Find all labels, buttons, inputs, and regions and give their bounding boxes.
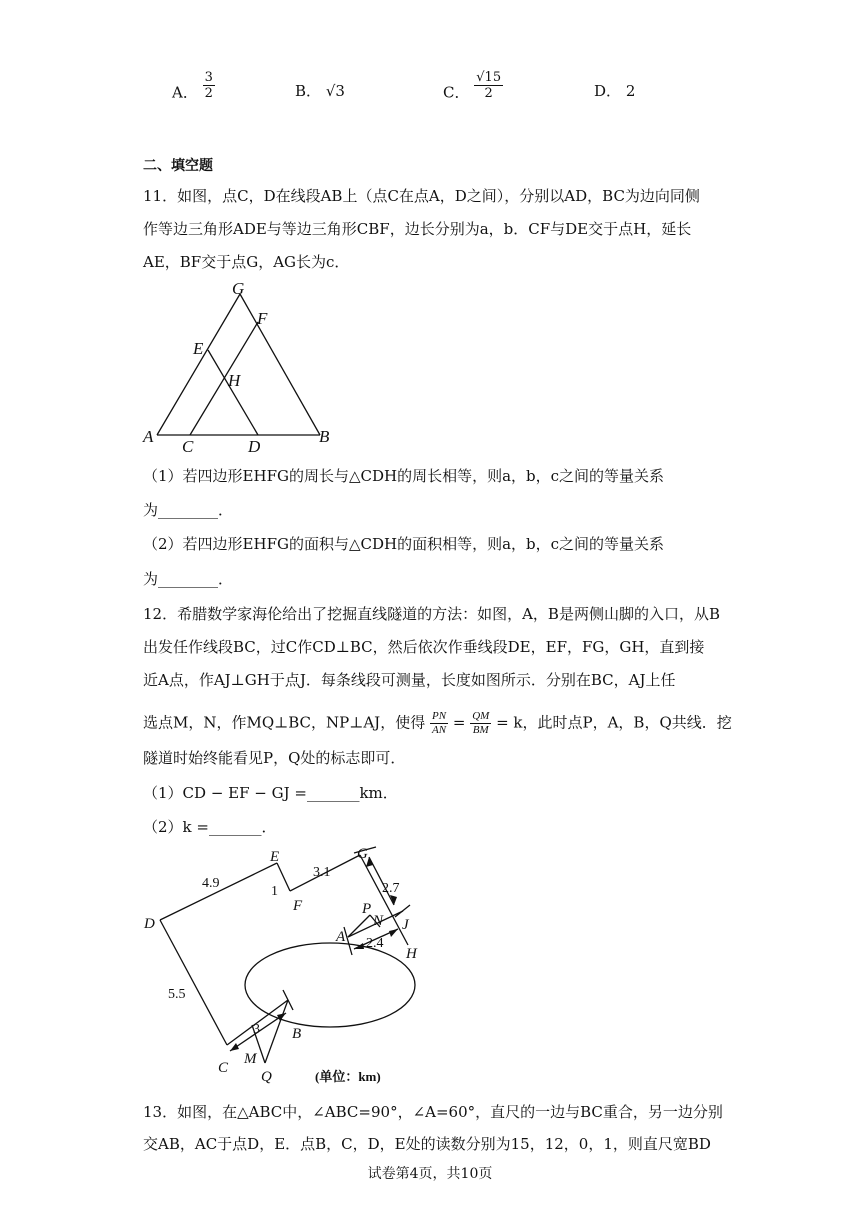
length-GJ: 2.7: [382, 881, 400, 896]
length-BC: 3: [253, 1022, 260, 1037]
fraction-pn: PN: [431, 710, 447, 722]
q11-sub1-line-1: （1）若四边形EHFG的周长与△CDH的周长相等，则a，b，c之间的等量关系: [143, 467, 665, 485]
tick-A: [344, 927, 352, 955]
label-D: D: [248, 437, 261, 455]
tick-J: [395, 905, 410, 917]
option-c-fraction: [474, 70, 503, 101]
option-d: [594, 80, 635, 101]
option-c-label: C．: [443, 83, 470, 102]
fraction-pn-an: [430, 710, 448, 737]
q12-line-2: 出发任作线段BC，过C作CD⊥BC，然后依次作垂线段DE，EF，FG，GH，直到接: [143, 638, 705, 656]
option-c-denominator: 2: [484, 86, 493, 101]
q12-sub2[interactable]: （2）k =_______．: [143, 818, 277, 836]
arrowhead-a: [354, 943, 364, 949]
segment-AG: [157, 294, 240, 435]
q11-sub2-answer[interactable]: 为________．: [143, 570, 234, 588]
option-a: [172, 70, 215, 109]
q13-line-1: 13．如图，在△ABC中，∠ABC=90°，∠A=60°，直尺的一边与BC重合，另一边分别: [143, 1103, 723, 1121]
label-E: E: [270, 849, 280, 865]
q12-line-5: 隧道时始终能看见P，Q处的标志即可．: [143, 749, 406, 767]
q12-line-3: 近A点，作AJ⊥GH于点J．每条线段可测量，长度如图所示．分别在BC，AJ上任: [143, 671, 676, 689]
label-B: B: [292, 1026, 302, 1042]
q11-line-3: AE，BF交于点G，AG长为c．: [143, 253, 350, 271]
arrowhead-j2: [389, 929, 398, 937]
segment-GH: [360, 855, 408, 945]
option-b: [295, 80, 345, 101]
segment-EF: [277, 863, 290, 891]
arrowhead-c: [230, 1043, 239, 1051]
q11-line-1: 11．如图，点C，D在线段AB上（点C在点A，D之间），分别以AD，BC为边向同侧: [143, 187, 700, 205]
segment-BQ: [265, 1000, 288, 1063]
label-Q: Q: [261, 1069, 272, 1085]
q12-line-4: [143, 710, 732, 737]
label-H: H: [228, 371, 241, 390]
label-P: P: [362, 901, 372, 917]
option-a-label: A．: [172, 83, 198, 102]
q12-line-4-suffix: = k，此时点P，A，B，Q共线．挖: [496, 713, 732, 732]
label-D: D: [144, 916, 155, 932]
label-F: F: [293, 898, 303, 914]
label-G: G: [232, 280, 245, 298]
fraction-an: AN: [431, 724, 447, 736]
tick-B: [283, 990, 293, 1010]
mountain-ellipse: [245, 943, 415, 1027]
q11-sub2-line-1: （2）若四边形EHFG的面积与△CDH的面积相等，则a，b，c之间的等量关系: [143, 535, 665, 553]
length-FG: 3.1: [313, 865, 331, 880]
fraction-qm-bm: [470, 710, 491, 737]
label-F: F: [257, 309, 268, 328]
label-G: G: [357, 846, 368, 862]
page-footer: 试卷第4页，共10页: [367, 1166, 493, 1182]
option-a-denominator: 2: [204, 86, 213, 101]
label-A: A: [143, 427, 154, 446]
segment-GB: [240, 294, 320, 435]
length-CD: 5.5: [168, 987, 186, 1002]
label-B: B: [319, 427, 330, 446]
length-EF: 1: [271, 884, 278, 899]
label-H: H: [406, 946, 417, 962]
segment-AP: [348, 915, 370, 937]
label-M: M: [244, 1051, 257, 1067]
q12-tunnel-figure: [140, 845, 440, 1090]
option-b-label: B．: [295, 82, 322, 100]
option-b-value: √3: [325, 82, 345, 100]
q11-sub1-answer[interactable]: 为________．: [143, 501, 234, 519]
label-A: A: [336, 929, 346, 945]
length-DE: 4.9: [202, 876, 220, 891]
unit-caption: (单位：km): [315, 1069, 381, 1084]
length-AJ: 2.4: [366, 936, 384, 951]
q12-sub1[interactable]: （1）CD − EF − GJ =_______km．: [143, 784, 398, 802]
q13-line-2: 交AB，AC于点D，E．点B，C，D，E处的读数分别为15，12，0，1，则直尺宽BD: [143, 1135, 711, 1153]
equals-sign: =: [452, 713, 466, 732]
label-C: C: [218, 1060, 229, 1076]
section-title: 二、填空题: [143, 158, 213, 174]
fraction-qm: QM: [472, 710, 490, 722]
q11-triangle-figure: [140, 280, 340, 455]
q11-line-2: 作等边三角形ADE与等边三角形CBF，边长分别为a，b．CF与DE交于点H，延长: [143, 220, 692, 238]
option-d-value: 2: [625, 82, 636, 100]
segment-DE: [160, 863, 277, 920]
option-c: [443, 70, 503, 109]
q12-line-1: 12．希腊数学家海伦给出了挖掘直线隧道的方法：如图，A，B是两侧山脚的入口，从B: [143, 605, 720, 623]
option-a-numerator: 3: [204, 70, 213, 85]
option-c-numerator: √15: [476, 70, 502, 85]
fraction-bm: BM: [472, 724, 489, 736]
label-J: J: [402, 917, 409, 933]
label-C: C: [182, 437, 194, 455]
segment-DC: [160, 920, 227, 1045]
label-E: E: [193, 339, 204, 358]
label-N: N: [373, 913, 384, 929]
option-d-label: D．: [594, 82, 622, 100]
q12-line-4-prefix: 选点M，N，作MQ⊥BC，NP⊥AJ，使得: [143, 713, 426, 732]
option-a-fraction: [203, 70, 215, 101]
